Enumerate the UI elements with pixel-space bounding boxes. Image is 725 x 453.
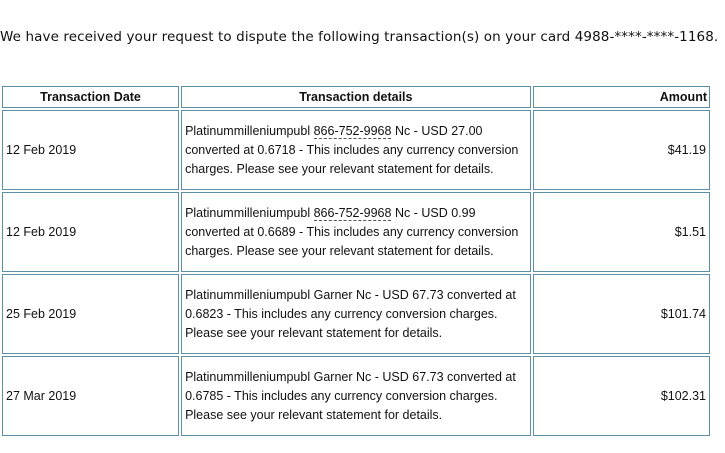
merchant-name: Platinummilleniumpubl (185, 369, 311, 384)
transaction-date-cell: 25 Feb 2019 (2, 274, 179, 354)
header-transaction-details: Transaction details (181, 86, 531, 108)
transaction-details-cell (181, 274, 531, 354)
transaction-description: Nc - USD 67.73 converted at 0.6785 - This includes any currency conversion charges. Please see your relevant statement for details. (185, 369, 516, 422)
transactions-table (0, 84, 712, 438)
transaction-description: Nc - USD 27.00 converted at 0.6718 - This includes any currency conversion charges. Please see your relevant statement for details. (185, 123, 519, 176)
transaction-amount-cell: $1.51 (533, 192, 710, 272)
merchant-name: Platinummilleniumpubl (185, 123, 311, 138)
table-header-row (2, 86, 710, 108)
transaction-amount-cell: $41.19 (533, 110, 710, 190)
merchant-location: Garner (313, 287, 353, 302)
transaction-amount-cell: $102.31 (533, 356, 710, 436)
transaction-amount-cell: $101.74 (533, 274, 710, 354)
table-row (2, 192, 710, 272)
table-row (2, 110, 710, 190)
header-transaction-date: Transaction Date (2, 86, 179, 108)
transaction-details-cell (181, 356, 531, 436)
transaction-description: Nc - USD 0.99 converted at 0.6689 - This includes any currency conversion charges. Please see your relevant statement for details. (185, 205, 519, 258)
transaction-date-cell: 27 Mar 2019 (2, 356, 179, 436)
transaction-details-cell (181, 110, 531, 190)
header-amount: Amount (533, 86, 710, 108)
table-row (2, 274, 710, 354)
table-row (2, 356, 710, 436)
transaction-details-cell (181, 192, 531, 272)
merchant-name: Platinummilleniumpubl (185, 287, 311, 302)
transaction-date-cell: 12 Feb 2019 (2, 110, 179, 190)
transaction-date-cell: 12 Feb 2019 (2, 192, 179, 272)
merchant-name: Platinummilleniumpubl (185, 205, 311, 220)
dispute-intro-text: We have received your request to dispute the following transaction(s) on your card 4988-****-****-1168. (0, 29, 719, 45)
merchant-phone-link[interactable]: 866-752-9968 (313, 205, 392, 220)
transaction-description: Nc - USD 67.73 converted at 0.6823 - This includes any currency conversion charges. Please see your relevant statement for details. (185, 287, 516, 340)
merchant-phone-link[interactable]: 866-752-9968 (313, 123, 392, 138)
merchant-location: Garner (313, 369, 353, 384)
